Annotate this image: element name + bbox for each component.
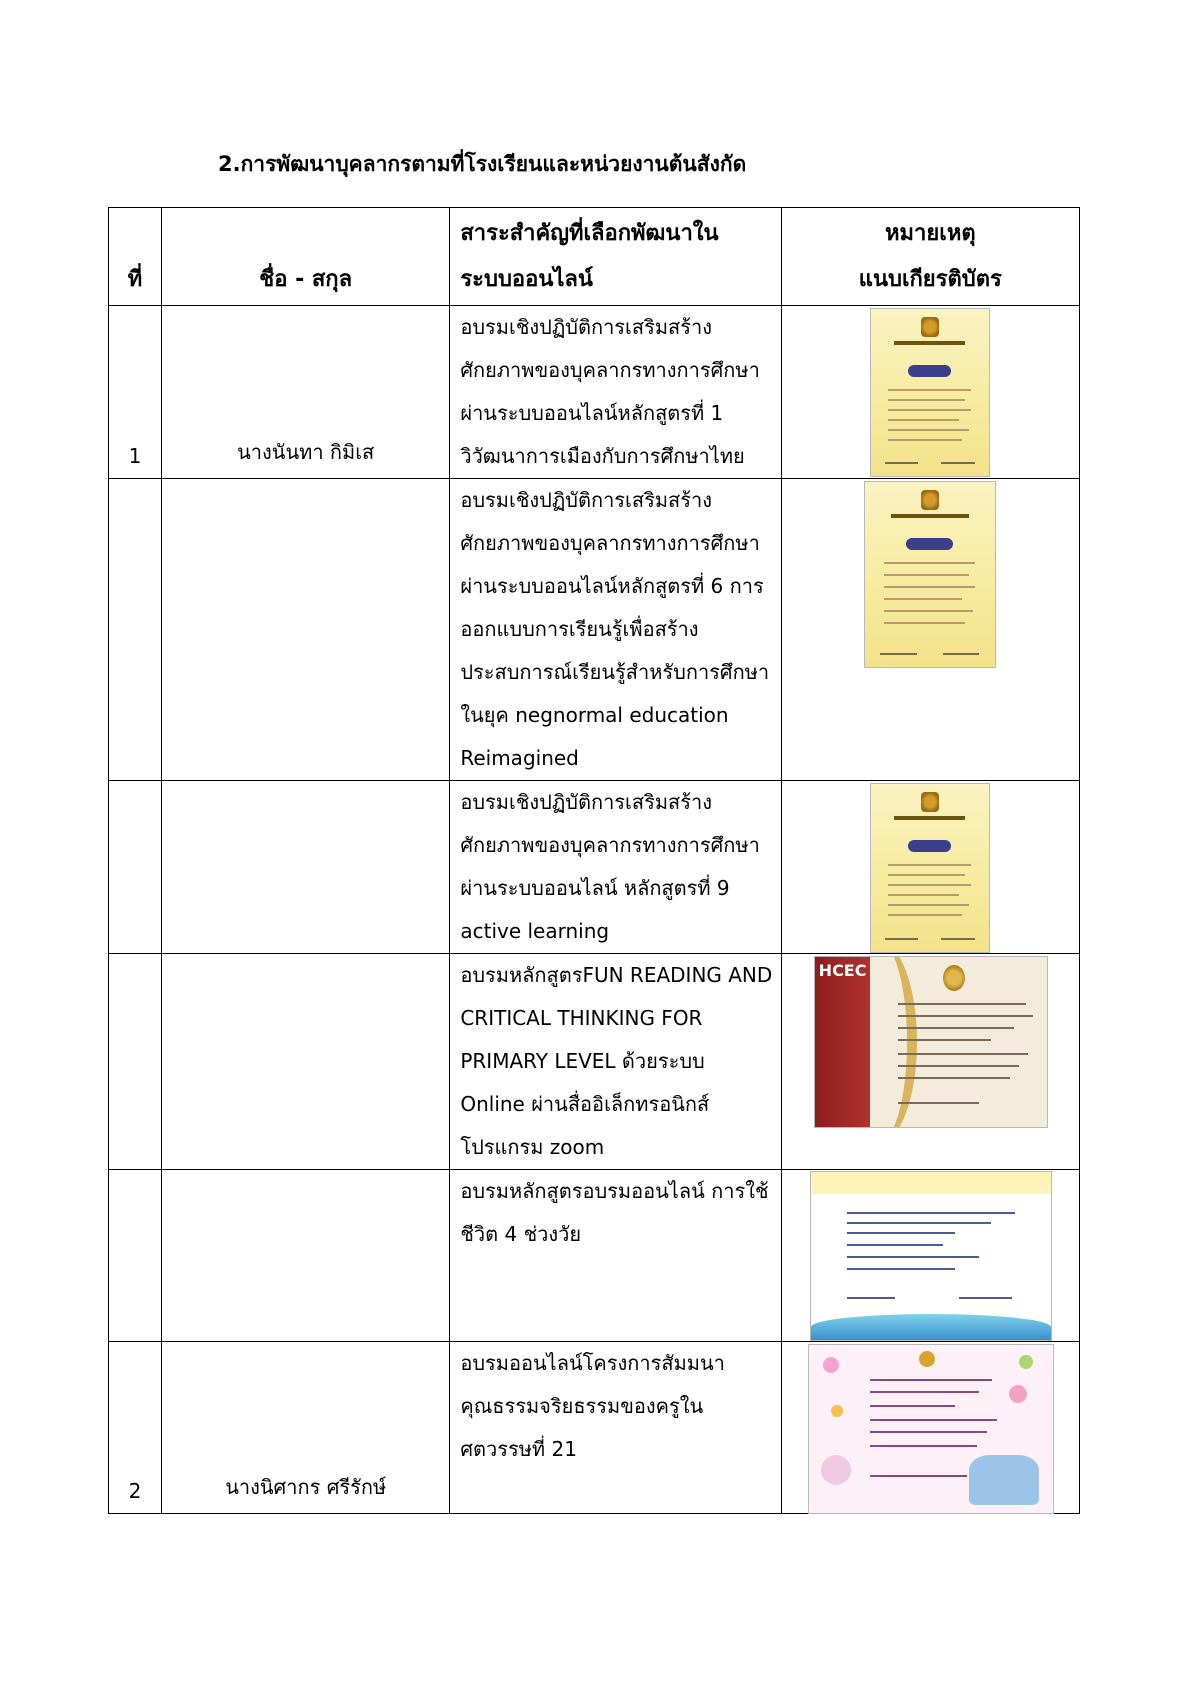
table-header-row [109, 208, 1080, 306]
hcec-logo: HCEC [818, 961, 867, 980]
row-number: 1 [109, 306, 162, 479]
certificate-image [870, 308, 990, 477]
table-row [109, 1170, 1080, 1342]
row-certificate [781, 954, 1079, 1170]
row-number [109, 479, 162, 781]
row-topic: อบรมเชิงปฏิบัติการเสริมสร้างศักยภาพของบุคลากรทางการศึกษาผ่านระบบออนไลน์หลักสูตรที่ 6 การออกแบบการเรียนรู้เพื่อสร้างประสบการณ์เรียนรู้สำหรับการศึกษาในยุค negnormal education Reimagined [450, 479, 781, 781]
row-name: นางนันทา กิมิเส [162, 306, 450, 479]
row-topic: อบรมเชิงปฏิบัติการเสริมสร้างศักยภาพของบุคลากรทางการศึกษาผ่านระบบออนไลน์หลักสูตรที่ 1 วิวัฒนาการเมืองกับการศึกษาไทย [450, 306, 781, 479]
row-topic: อบรมออนไลน์โครงการสัมมนาคุณธรรมจริยธรรมของครูในศตวรรษที่ 21 [450, 1342, 781, 1514]
row-number [109, 1170, 162, 1342]
training-table [108, 207, 1080, 1514]
certificate-image [810, 1171, 1052, 1341]
header-certificate [781, 208, 1079, 306]
row-topic: อบรมเชิงปฏิบัติการเสริมสร้างศักยภาพของบุคลากรทางการศึกษาผ่านระบบออนไลน์ หลักสูตรที่ 9 active learning [450, 781, 781, 954]
row-name [162, 479, 450, 781]
table-row [109, 954, 1080, 1170]
row-topic: อบรมหลักสูตรอบรมออนไลน์ การใช้ชีวิต 4 ช่วงวัย [450, 1170, 781, 1342]
certificate-image [870, 783, 990, 953]
row-number: 2 [109, 1342, 162, 1514]
table-row [109, 781, 1080, 954]
header-topic-line1: สาระสำคัญที่เลือกพัฒนาใน [460, 221, 719, 246]
row-topic: อบรมหลักสูตรFUN READING AND CRITICAL THINKING FOR PRIMARY LEVEL ด้วยระบบ Online ผ่านสื่ออิเล็กทรอนิกส์ โปรแกรม zoom [450, 954, 781, 1170]
header-cert-line1: หมายเหตุ [885, 221, 976, 246]
table-row [109, 1342, 1080, 1514]
header-cert-line2: แนบเกียรติบัตร [858, 267, 1002, 292]
table-row [109, 479, 1080, 781]
row-certificate [781, 781, 1079, 954]
row-name: นางนิศากร ศรีรักษ์ [162, 1342, 450, 1514]
row-name [162, 1170, 450, 1342]
certificate-image [808, 1344, 1054, 1514]
header-name: ชื่อ - สกุล [162, 208, 450, 306]
header-topic-line2: ระบบออนไลน์ [460, 267, 593, 292]
certificate-image [864, 481, 996, 668]
header-topic [450, 208, 781, 306]
section-heading: 2.การพัฒนาบุคลากรตามที่โรงเรียนและหน่วยงานต้นสังกัด [218, 152, 747, 176]
row-certificate [781, 1170, 1079, 1342]
row-certificate [781, 306, 1079, 479]
row-certificate [781, 1342, 1079, 1514]
row-certificate [781, 479, 1079, 781]
header-no: ที่ [109, 208, 162, 306]
row-name [162, 781, 450, 954]
row-number [109, 954, 162, 1170]
table-row [109, 306, 1080, 479]
row-name [162, 954, 450, 1170]
row-number [109, 781, 162, 954]
certificate-image [814, 956, 1048, 1128]
